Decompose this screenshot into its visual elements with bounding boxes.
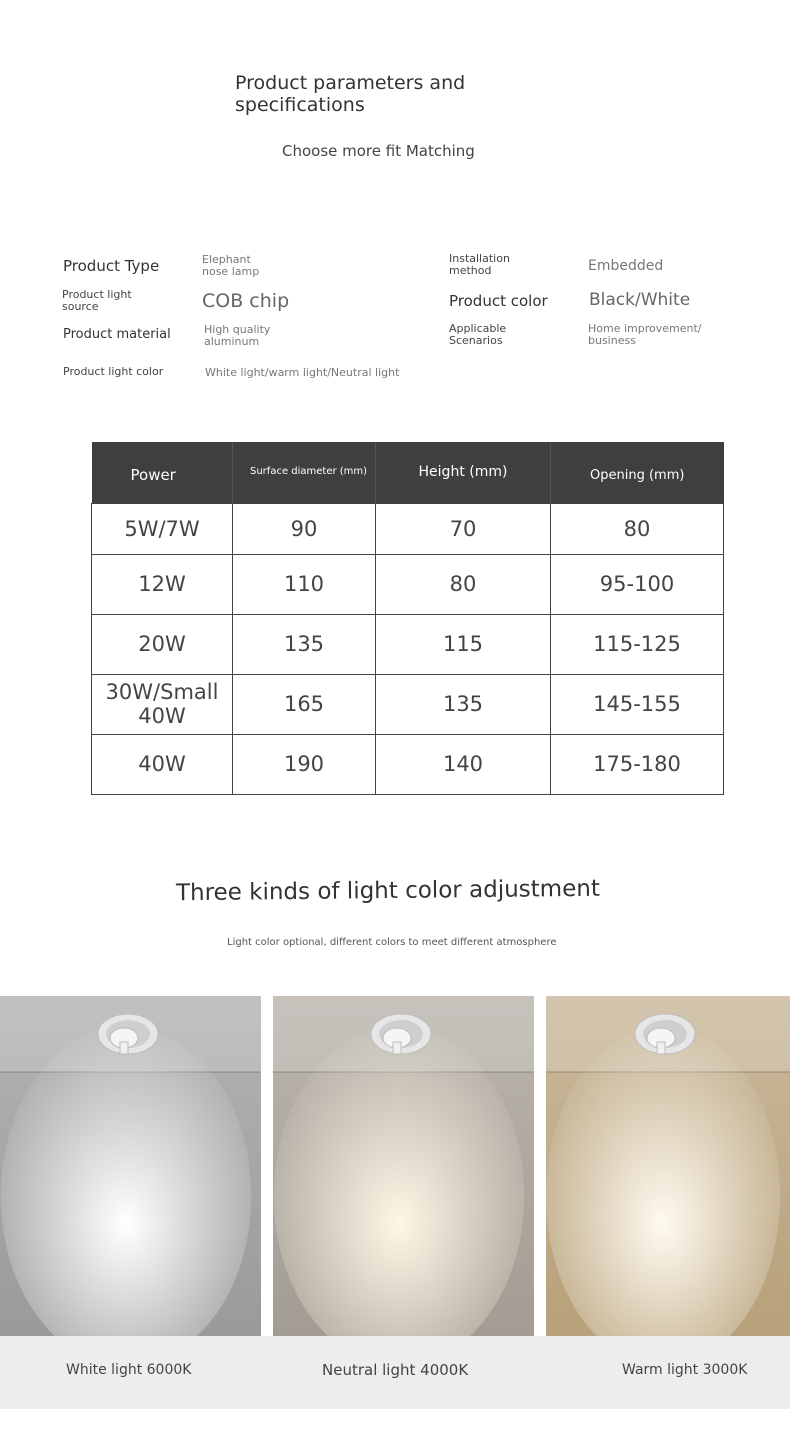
cell-height: 70 bbox=[376, 503, 551, 554]
installation-label: Installation method bbox=[449, 252, 510, 278]
installation-value: Embedded bbox=[588, 258, 664, 274]
page-title: Product parameters and specifications bbox=[235, 72, 466, 116]
light-source-label: Product light source bbox=[62, 288, 132, 314]
scenarios-label: Applicable Scenarios bbox=[449, 322, 507, 348]
header-opening: Opening (mm) bbox=[551, 442, 724, 503]
header-height: Height (mm) bbox=[376, 442, 551, 503]
cell-power: 12W bbox=[92, 554, 233, 614]
cell-power: 30W/Small 40W bbox=[92, 674, 233, 734]
warm-light-image bbox=[546, 996, 790, 1336]
header-surface-diameter: Surface diameter (mm) bbox=[233, 442, 376, 503]
white-light-image bbox=[0, 996, 261, 1336]
cell-opening: 145-155 bbox=[551, 674, 724, 734]
table-row bbox=[92, 614, 724, 674]
cell-height: 135 bbox=[376, 674, 551, 734]
table-row bbox=[92, 503, 724, 554]
cell-height: 140 bbox=[376, 734, 551, 794]
light-color-value: White light/warm light/Neutral light bbox=[205, 366, 400, 379]
material-label: Product material bbox=[63, 327, 171, 342]
cell-height: 115 bbox=[376, 614, 551, 674]
neutral-light-caption: Neutral light 4000K bbox=[322, 1361, 469, 1379]
product-color-value: Black/White bbox=[589, 290, 691, 310]
product-type-label: Product Type bbox=[63, 257, 160, 275]
cell-surface: 165 bbox=[233, 674, 376, 734]
light-section-title: Three kinds of light color adjustment bbox=[175, 875, 601, 907]
product-type-value: Elephant nose lamp bbox=[202, 253, 260, 279]
cell-power: 20W bbox=[92, 614, 233, 674]
table-row bbox=[92, 554, 724, 614]
cell-power: 5W/7W bbox=[92, 503, 233, 554]
spec-table bbox=[91, 442, 724, 795]
light-color-label: Product light color bbox=[63, 365, 164, 378]
cell-power: 40W bbox=[92, 734, 233, 794]
cell-opening: 80 bbox=[551, 503, 724, 554]
cell-opening: 175-180 bbox=[551, 734, 724, 794]
warm-light-caption: Warm light 3000K bbox=[622, 1362, 748, 1378]
cell-surface: 90 bbox=[233, 503, 376, 554]
header-power: Power bbox=[92, 442, 233, 503]
cell-surface: 190 bbox=[233, 734, 376, 794]
product-color-label: Product color bbox=[449, 292, 548, 310]
cell-height: 80 bbox=[376, 554, 551, 614]
cell-opening: 95-100 bbox=[551, 554, 724, 614]
cell-surface: 110 bbox=[233, 554, 376, 614]
light-section-subtitle: Light color optional, different colors to meet different atmosphere bbox=[227, 937, 557, 948]
light-source-value: COB chip bbox=[202, 290, 290, 312]
cell-opening: 115-125 bbox=[551, 614, 724, 674]
cell-surface: 135 bbox=[233, 614, 376, 674]
table-row bbox=[92, 734, 724, 794]
neutral-light-image bbox=[273, 996, 534, 1336]
material-value: High quality aluminum bbox=[204, 323, 271, 349]
table-row bbox=[92, 674, 724, 734]
page-subtitle: Choose more fit Matching bbox=[282, 142, 475, 160]
white-light-caption: White light 6000K bbox=[66, 1362, 192, 1378]
scenarios-value: Home improvement/ business bbox=[588, 322, 702, 348]
